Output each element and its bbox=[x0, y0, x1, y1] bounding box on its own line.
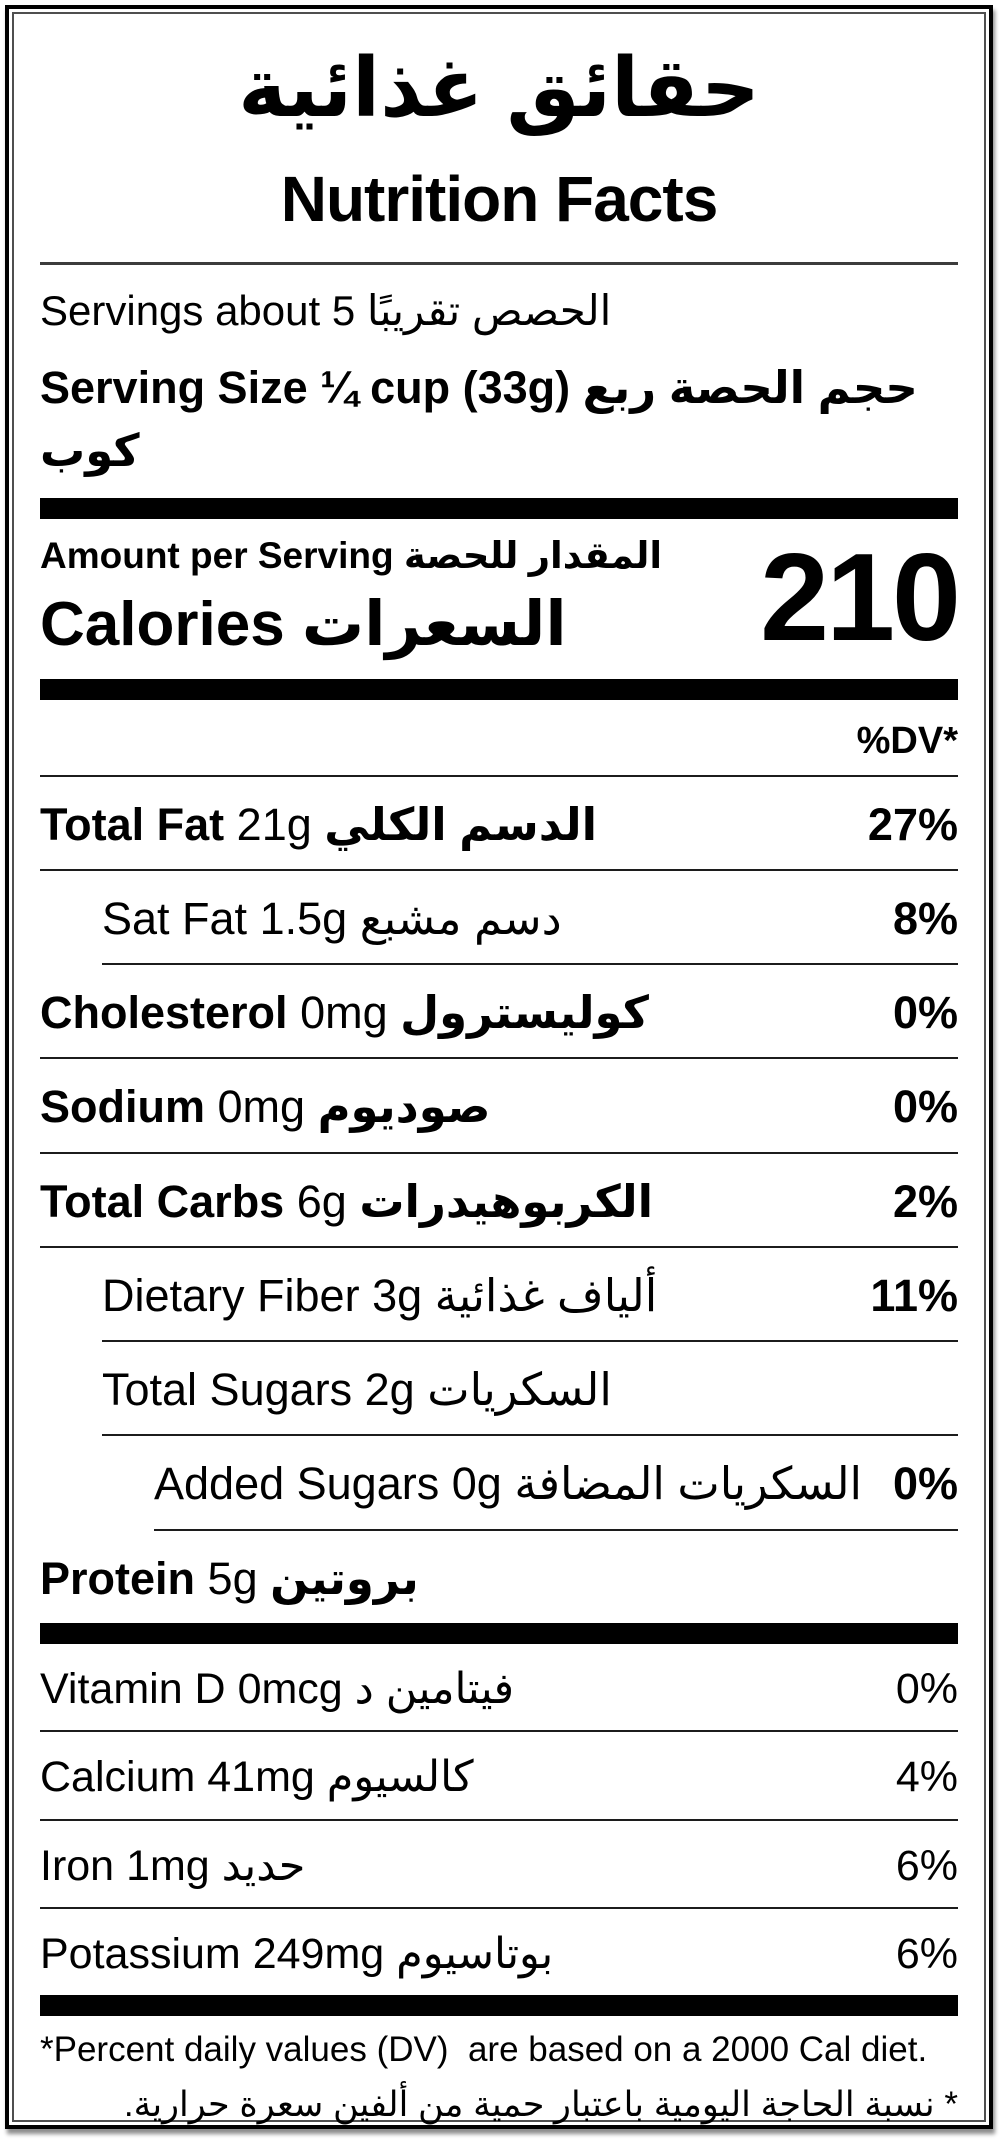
nutrient-amount: 0mg bbox=[300, 987, 388, 1039]
nutrient-dv: 0% bbox=[895, 1664, 958, 1713]
nutrient-name-en: Dietary Fiber bbox=[102, 1269, 360, 1321]
label-title-arabic: حقائق غذائية bbox=[238, 43, 760, 134]
footnote-arabic: * نسبة الحاجة اليومية باعتبار حمية من ألفين سعرة حرارية. bbox=[123, 2084, 958, 2124]
amount-per-serving-line bbox=[40, 529, 662, 583]
row-potassium bbox=[40, 1909, 958, 1995]
nutrient-name-en: Iron bbox=[40, 1841, 115, 1890]
row-added-sugars bbox=[154, 1436, 958, 1530]
row-total-sugars bbox=[102, 1342, 958, 1436]
nutrient-name-en: Added Sugars bbox=[154, 1458, 440, 1510]
nutrient-dv: 0% bbox=[892, 1458, 958, 1510]
nutrient-name-en: Potassium bbox=[40, 1929, 241, 1978]
nutrient-dv: 11% bbox=[870, 1269, 958, 1321]
row-sodium-name bbox=[40, 1074, 893, 1139]
label-title-english: Nutrition Facts bbox=[280, 162, 718, 235]
nutrient-dv: 0% bbox=[892, 987, 958, 1039]
servings-text-en: Servings about 5 bbox=[40, 287, 356, 335]
row-cholesterol bbox=[40, 965, 958, 1059]
serving-size-text-ar: حجم الحصة ربع كوب bbox=[40, 362, 918, 477]
nutrient-amount: 2g bbox=[364, 1364, 415, 1416]
row-protein bbox=[40, 1531, 958, 1623]
nutrient-amount: 0mcg bbox=[237, 1664, 343, 1713]
nutrient-name-ar: الكربوهيدرات bbox=[359, 1175, 654, 1227]
nutrient-dv: 2% bbox=[892, 1175, 958, 1227]
amount-per-serving-en: Amount per Serving bbox=[40, 535, 394, 577]
serving-size-line bbox=[40, 350, 958, 498]
nutrient-amount: 1.5g bbox=[259, 892, 348, 944]
calories-label-ar: السعرات bbox=[301, 590, 567, 660]
row-total-carbs bbox=[40, 1154, 958, 1248]
nutrient-name-ar: ألياف غذائية bbox=[434, 1269, 658, 1321]
row-cholesterol-name bbox=[40, 980, 893, 1045]
row-added-sugars-name bbox=[154, 1451, 893, 1516]
row-calcium bbox=[40, 1732, 958, 1820]
nutrient-name-ar: دسم مشبع bbox=[359, 892, 562, 944]
calories-section bbox=[40, 519, 958, 678]
nutrient-dv: 6% bbox=[895, 1841, 958, 1890]
thick-bar-calories bbox=[40, 679, 958, 700]
nutrient-amount: 5g bbox=[207, 1552, 258, 1604]
row-total-carbs-name bbox=[40, 1169, 893, 1234]
row-iron bbox=[40, 1821, 958, 1909]
nutrient-name-ar: السكريات bbox=[427, 1364, 612, 1416]
row-total-sugars-name bbox=[102, 1357, 958, 1422]
row-dietary-fiber bbox=[102, 1248, 958, 1342]
servings-text-ar: الحصص تقريبًا bbox=[366, 287, 612, 335]
row-vitamin-d-name bbox=[40, 1658, 896, 1720]
nutrient-name-ar: كوليسترول bbox=[400, 987, 649, 1039]
nutrient-dv: 4% bbox=[895, 1753, 958, 1802]
nutrient-name-en: Sat Fat bbox=[102, 892, 248, 944]
nutrient-name-en: Vitamin D bbox=[40, 1664, 226, 1713]
nutrition-facts-label bbox=[5, 5, 993, 2129]
footnote-english: *Percent daily values (DV) are based on a 2000 Cal diet. bbox=[40, 2030, 928, 2070]
row-sat-fat bbox=[102, 871, 958, 965]
nutrient-name-ar: الدسم الكلي bbox=[324, 798, 598, 850]
nutrient-amount: 3g bbox=[372, 1269, 423, 1321]
row-total-fat-name bbox=[40, 792, 868, 857]
row-potassium-name bbox=[40, 1923, 896, 1985]
nutrient-dv: 6% bbox=[895, 1929, 958, 1978]
thick-bar-footnote bbox=[40, 1995, 958, 2016]
nutrient-name-ar: حديد bbox=[221, 1841, 306, 1890]
nutrient-amount: 249mg bbox=[252, 1929, 385, 1978]
nutrient-amount: 1mg bbox=[126, 1841, 210, 1890]
nutrient-amount: 41mg bbox=[207, 1753, 315, 1802]
nutrient-name-en: Calcium bbox=[40, 1753, 196, 1802]
label-inner-border bbox=[12, 12, 986, 2122]
row-calcium-name bbox=[40, 1746, 896, 1808]
nutrient-name-en: Total Fat bbox=[40, 798, 225, 850]
thick-bar-protein bbox=[40, 1623, 958, 1644]
nutrient-name-ar: بوتاسيوم bbox=[396, 1929, 554, 1978]
calories-labels bbox=[40, 529, 662, 666]
row-total-fat bbox=[40, 777, 958, 871]
nutrient-name-en: Total Carbs bbox=[40, 1175, 285, 1227]
nutrient-amount: 6g bbox=[296, 1175, 347, 1227]
amount-per-serving-ar: المقدار للحصة bbox=[403, 535, 663, 577]
nutrient-dv: 27% bbox=[867, 798, 958, 850]
nutrient-name-ar: كالسيوم bbox=[326, 1753, 474, 1802]
nutrient-name-ar: السكريات المضافة bbox=[514, 1458, 863, 1510]
nutrient-name-en: Protein bbox=[40, 1552, 196, 1604]
calories-label-en: Calories bbox=[40, 590, 285, 660]
nutrient-name-en: Sodium bbox=[40, 1081, 205, 1133]
row-vitamin-d bbox=[40, 1644, 958, 1732]
nutrient-dv: 0% bbox=[892, 1081, 958, 1133]
serving-size-text-en: Serving Size ¼ cup (33g) bbox=[40, 362, 571, 414]
row-sat-fat-name bbox=[102, 886, 893, 951]
row-dietary-fiber-name bbox=[102, 1263, 870, 1328]
nutrient-dv: 8% bbox=[892, 892, 958, 944]
row-sodium bbox=[40, 1059, 958, 1153]
nutrient-name-en: Cholesterol bbox=[40, 987, 288, 1039]
nutrient-amount: 0mg bbox=[217, 1081, 306, 1133]
nutrient-name-en: Total Sugars bbox=[102, 1364, 353, 1416]
servings-line bbox=[40, 265, 958, 350]
row-protein-name bbox=[40, 1546, 958, 1611]
nutrient-name-ar: فيتامين د bbox=[354, 1664, 515, 1713]
calories-value: 210 bbox=[760, 529, 958, 668]
nutrient-amount: 0g bbox=[451, 1458, 502, 1510]
row-iron-name bbox=[40, 1835, 896, 1897]
daily-value-header: %DV* bbox=[40, 700, 958, 777]
thick-bar-top bbox=[40, 498, 958, 519]
nutrient-name-ar: صوديوم bbox=[317, 1081, 491, 1133]
calories-label-line bbox=[40, 583, 662, 667]
nutrient-amount: 21g bbox=[236, 798, 312, 850]
nutrient-name-ar: بروتين bbox=[270, 1552, 419, 1604]
